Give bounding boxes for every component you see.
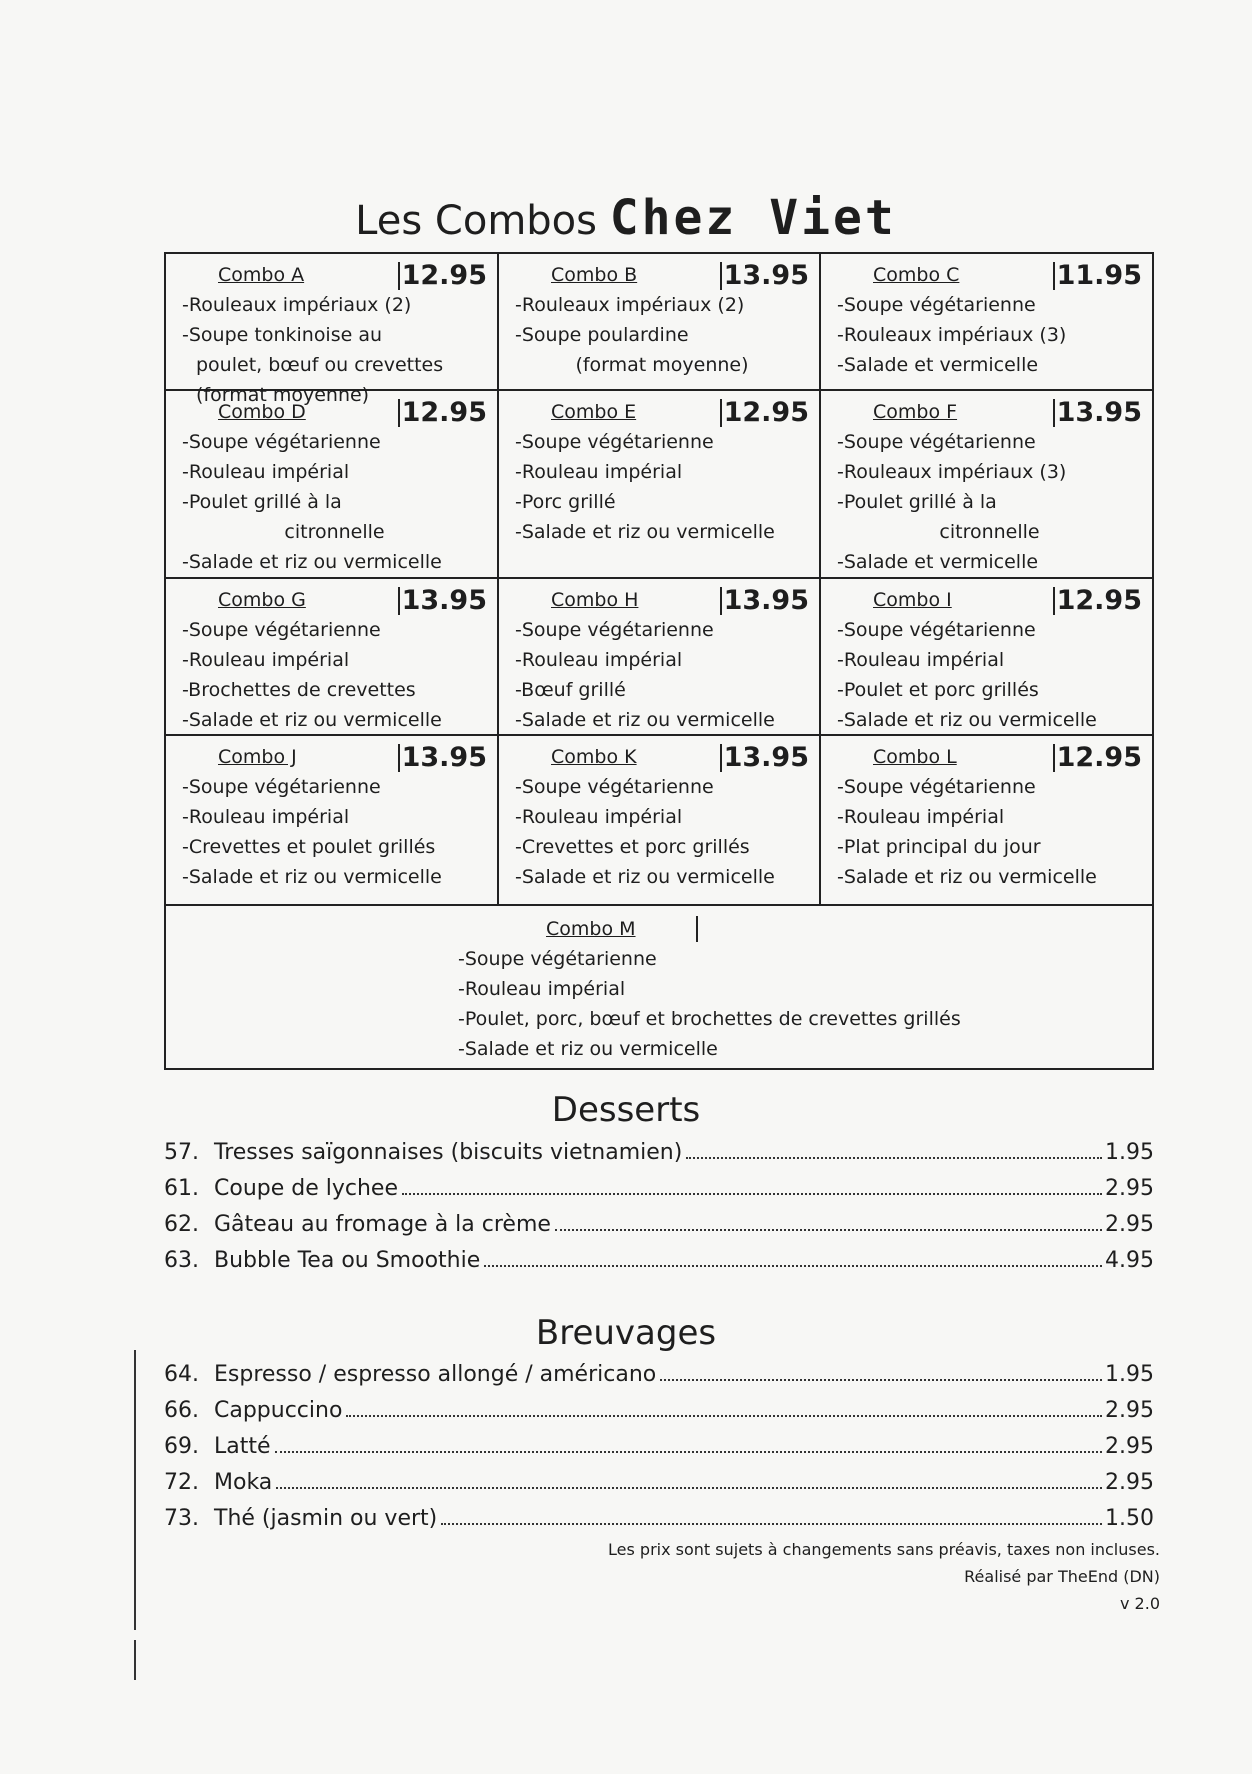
combo-item: -Soupe végétarienne — [182, 619, 381, 641]
credit-line: Réalisé par TheEnd (DN) — [964, 1567, 1160, 1586]
item-price: 4.95 — [1105, 1248, 1154, 1273]
combo-name: Combo J — [218, 746, 297, 768]
item-price: 1.95 — [1105, 1362, 1154, 1387]
menu-line — [164, 1212, 1154, 1248]
combo-price: 12.95 — [1053, 587, 1142, 615]
combo-item: -Rouleaux impériaux (3) — [837, 324, 1067, 346]
combo-item: -Soupe végétarienne — [837, 776, 1036, 798]
combo-item: -Poulet grillé à la — [182, 491, 342, 513]
menu-line — [164, 1176, 1154, 1212]
menu-line — [164, 1470, 1154, 1506]
combo-name: Combo A — [218, 264, 305, 286]
price-notice: Les prix sont sujets à changements sans préavis, taxes non incluses. — [608, 1540, 1160, 1559]
price-bar — [696, 916, 698, 942]
item-number: 72. — [164, 1470, 199, 1495]
combo-header — [837, 740, 1142, 772]
combo-cell — [166, 391, 499, 579]
dot-leader — [555, 1229, 1102, 1231]
combo-item: -Rouleau impérial — [182, 649, 350, 671]
combo-price: 11.95 — [1053, 262, 1142, 290]
combo-cell — [166, 736, 499, 906]
combo-m-items — [458, 944, 961, 1064]
combo-cell — [499, 254, 821, 391]
combo-price: 13.95 — [398, 744, 487, 772]
combo-row-2 — [166, 391, 1152, 579]
combo-m-header — [546, 914, 698, 944]
combo-item: -Rouleau impérial — [515, 806, 683, 828]
dot-leader — [346, 1415, 1102, 1417]
combo-item: -Rouleau impérial — [182, 461, 350, 483]
combo-item: -Salade et riz ou vermicelle — [515, 709, 775, 731]
item-price: 2.95 — [1105, 1470, 1154, 1495]
combo-price: 13.95 — [720, 744, 809, 772]
item-price: 2.95 — [1105, 1176, 1154, 1201]
combo-item: -Rouleau impérial — [515, 461, 683, 483]
item-name: Thé (jasmin ou vert) — [214, 1506, 438, 1531]
item-price: 1.50 — [1105, 1506, 1154, 1531]
combo-item: -Rouleaux impériaux (2) — [182, 294, 412, 316]
combo-item: (format moyenne) — [196, 384, 370, 406]
combo-name: Combo F — [873, 401, 958, 423]
combo-item: -Rouleau impérial — [837, 806, 1005, 828]
item-number: 64. — [164, 1362, 199, 1387]
combo-item: -Soupe végétarienne — [515, 619, 714, 641]
combo-item: -Salade et riz ou vermicelle — [837, 709, 1097, 731]
combo-cell — [499, 579, 821, 736]
combo-item: -Porc grillé — [515, 491, 616, 513]
menu-line — [164, 1248, 1154, 1284]
combo-item: -Soupe végétarienne — [515, 776, 714, 798]
combo-row-3 — [166, 579, 1152, 736]
combo-item: -Soupe végétarienne — [182, 431, 381, 453]
item-name: Bubble Tea ou Smoothie — [214, 1248, 481, 1273]
item-name: Gâteau au fromage à la crème — [214, 1212, 551, 1237]
item-price: 2.95 — [1105, 1398, 1154, 1423]
combo-cell — [821, 391, 1152, 579]
combo-item: -Soupe végétarienne — [515, 431, 714, 453]
dot-leader — [686, 1157, 1102, 1159]
combo-item: -Brochettes de crevettes — [182, 679, 416, 701]
combo-header — [182, 740, 487, 772]
title-prefix: Les Combos — [355, 198, 597, 244]
item-number: 73. — [164, 1506, 199, 1531]
combo-header — [182, 583, 487, 615]
item-number: 66. — [164, 1398, 199, 1423]
dot-leader — [441, 1523, 1102, 1525]
combo-name: Combo K — [551, 746, 637, 768]
combo-item: -Rouleau impérial — [458, 978, 626, 1000]
combo-item: -Salade et riz ou vermicelle — [182, 866, 442, 888]
combo-item: citronnelle — [939, 521, 1040, 543]
combo-header — [515, 258, 809, 290]
combo-price: 13.95 — [720, 262, 809, 290]
dot-leader — [660, 1379, 1102, 1381]
combo-cell — [499, 391, 821, 579]
combo-price: 13.95 — [720, 587, 809, 615]
combo-item: citronnelle — [284, 521, 385, 543]
combo-header — [837, 395, 1142, 427]
combo-item: -Salade et riz ou vermicelle — [837, 866, 1097, 888]
combo-item: -Salade et riz ou vermicelle — [182, 709, 442, 731]
combo-item: -Soupe végétarienne — [837, 431, 1036, 453]
combo-item: poulet, bœuf ou crevettes — [196, 354, 444, 376]
combo-item: -Soupe végétarienne — [837, 619, 1036, 641]
item-price: 1.95 — [1105, 1140, 1154, 1165]
combo-header — [515, 740, 809, 772]
dot-leader — [484, 1265, 1102, 1267]
combo-item: -Rouleaux impériaux (2) — [515, 294, 745, 316]
dot-leader — [276, 1487, 1102, 1489]
combo-item: -Salade et vermicelle — [837, 551, 1039, 573]
combo-cell — [166, 579, 499, 736]
combo-item: -Poulet grillé à la — [837, 491, 997, 513]
item-price: 2.95 — [1105, 1212, 1154, 1237]
item-price: 2.95 — [1105, 1434, 1154, 1459]
combo-item: -Soupe végétarienne — [182, 776, 381, 798]
combo-header — [515, 583, 809, 615]
menu-line — [164, 1140, 1154, 1176]
combo-price: 12.95 — [1053, 744, 1142, 772]
combo-name: Combo D — [218, 401, 306, 423]
combo-item: -Soupe tonkinoise au — [182, 324, 383, 346]
combo-price: 12.95 — [398, 262, 487, 290]
menu-line — [164, 1434, 1154, 1470]
combo-name: Combo B — [551, 264, 638, 286]
combo-cell — [499, 736, 821, 906]
item-number: 57. — [164, 1140, 199, 1165]
combo-header — [837, 583, 1142, 615]
combo-price: 12.95 — [720, 399, 809, 427]
item-name: Cappuccino — [214, 1398, 343, 1423]
combo-item: -Poulet et porc grillés — [837, 679, 1039, 701]
version-label: v 2.0 — [1120, 1594, 1160, 1613]
item-name: Tresses saïgonnaises (biscuits vietnamien) — [214, 1140, 683, 1165]
combo-name: Combo G — [218, 589, 306, 611]
combo-header — [182, 395, 487, 427]
combo-item: -Soupe poulardine — [515, 324, 689, 346]
margin-mark — [134, 1350, 136, 1630]
menu-line — [164, 1506, 1154, 1542]
dot-leader — [275, 1451, 1102, 1453]
combo-item: -Rouleaux impériaux (3) — [837, 461, 1067, 483]
item-name: Coupe de lychee — [214, 1176, 398, 1201]
menu-line — [164, 1362, 1154, 1398]
combo-price: 13.95 — [1053, 399, 1142, 427]
combo-cell — [821, 254, 1152, 391]
combo-item: -Salade et riz ou vermicelle — [182, 551, 442, 573]
combo-name: Combo M — [546, 918, 636, 940]
item-name: Espresso / espresso allongé / américano — [214, 1362, 657, 1387]
combo-cell — [166, 254, 499, 406]
combo-item: (format moyenne) — [575, 354, 749, 376]
combo-item: -Rouleau impérial — [515, 649, 683, 671]
combo-price: 13.95 — [398, 587, 487, 615]
combo-item: -Soupe végétarienne — [458, 948, 657, 970]
combo-cell — [821, 736, 1152, 906]
combo-item: -Plat principal du jour — [837, 836, 1041, 858]
combo-name: Combo E — [551, 401, 637, 423]
combo-item: -Crevettes et poulet grillés — [182, 836, 436, 858]
combo-price: 12.95 — [398, 399, 487, 427]
combo-name: Combo I — [873, 589, 952, 611]
combo-name: Combo H — [551, 589, 639, 611]
restaurant-name: Chez Viet — [609, 190, 897, 246]
desserts-title: Desserts — [551, 1090, 701, 1130]
combo-row-4 — [166, 736, 1152, 906]
combo-m-cell — [166, 906, 1152, 1068]
combo-item: -Rouleau impérial — [182, 806, 350, 828]
combo-row-1 — [166, 254, 1152, 406]
page-title — [0, 190, 1252, 246]
combo-item: -Crevettes et porc grillés — [515, 836, 750, 858]
combo-item: -Poulet, porc, bœuf et brochettes de crevettes grillés — [458, 1008, 961, 1030]
combo-header — [182, 258, 487, 290]
dot-leader — [402, 1193, 1102, 1195]
combo-cell — [821, 579, 1152, 736]
desserts-list — [164, 1140, 1154, 1284]
combo-header — [515, 395, 809, 427]
combo-item: -Salade et vermicelle — [837, 354, 1039, 376]
item-number: 62. — [164, 1212, 199, 1237]
combo-item: -Rouleau impérial — [837, 649, 1005, 671]
combo-item: -Salade et riz ou vermicelle — [458, 1038, 718, 1060]
item-name: Latté — [214, 1434, 271, 1459]
combo-item: -Bœuf grillé — [515, 679, 626, 701]
menu-line — [164, 1398, 1154, 1434]
combo-name: Combo L — [873, 746, 957, 768]
item-number: 69. — [164, 1434, 199, 1459]
breuvages-title: Breuvages — [535, 1313, 717, 1353]
combos-table — [164, 252, 1154, 1070]
breuvages-list — [164, 1362, 1154, 1542]
margin-mark — [134, 1640, 136, 1680]
combo-item: -Salade et riz ou vermicelle — [515, 521, 775, 543]
item-number: 63. — [164, 1248, 199, 1273]
item-name: Moka — [214, 1470, 273, 1495]
combo-name: Combo C — [873, 264, 960, 286]
item-number: 61. — [164, 1176, 199, 1201]
combo-item: -Soupe végétarienne — [837, 294, 1036, 316]
combo-header — [837, 258, 1142, 290]
combo-item: -Salade et riz ou vermicelle — [515, 866, 775, 888]
